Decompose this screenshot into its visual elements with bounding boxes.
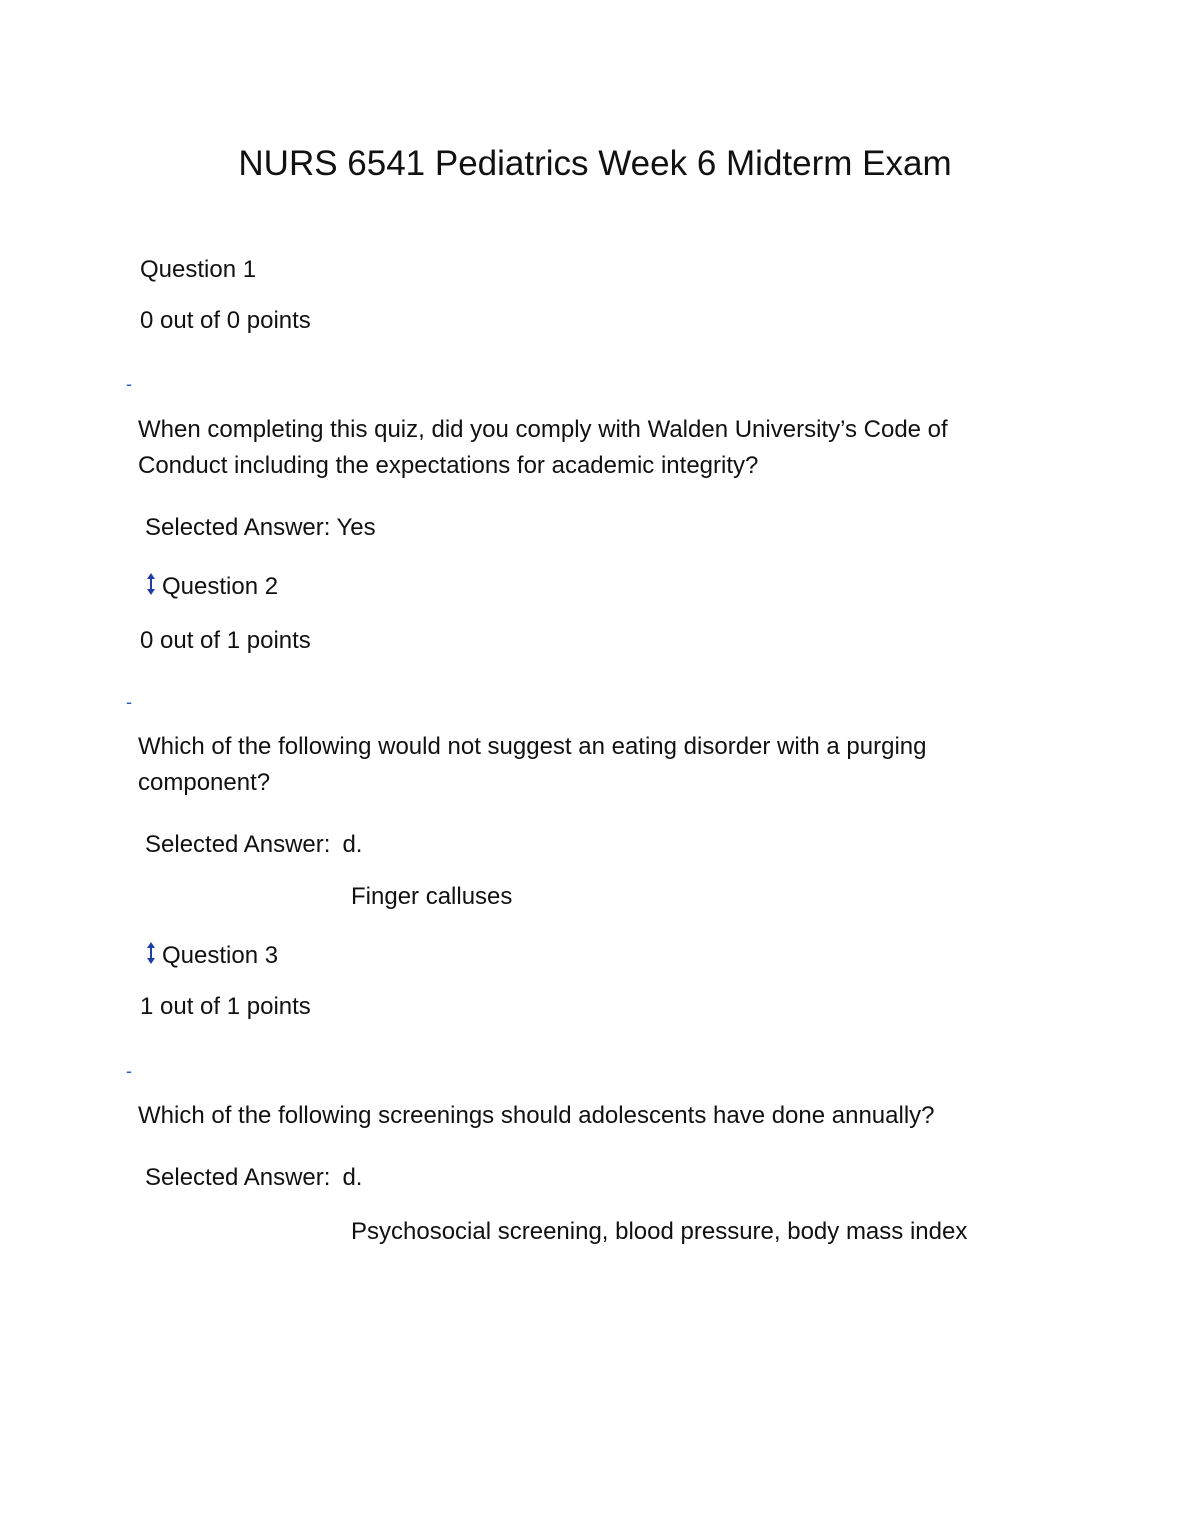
question-2-collapse-toggle[interactable]: - [126, 692, 132, 712]
reorder-arrows-icon[interactable] [146, 572, 156, 596]
selected-answer-label: Selected Answer: [145, 831, 331, 858]
question-2-points: 0 out of 1 points [140, 627, 311, 654]
selected-answer-letter: d. [342, 831, 363, 858]
question-1-collapse-toggle[interactable]: - [126, 374, 132, 394]
question-1-text-line-1: When completing this quiz, did you comply with Walden University’s Code of [138, 416, 948, 443]
selected-answer-value: Yes [336, 514, 376, 541]
selected-answer-label: Selected Answer: [145, 514, 331, 541]
question-3-answer-text: Psychosocial screening, blood pressure, body mass index [351, 1218, 968, 1245]
question-1-text-line-2: Conduct including the expectations for academic integrity? [138, 452, 759, 479]
question-2-label: Question 2 [162, 573, 279, 600]
selected-answer-label: Selected Answer: [145, 1164, 331, 1191]
page-title: NURS 6541 Pediatrics Week 6 Midterm Exam [238, 144, 952, 183]
question-1-label: Question 1 [140, 256, 257, 283]
question-3-selected-answer [145, 1160, 362, 1196]
question-2-text-line-1: Which of the following would not suggest an eating disorder with a purging [138, 733, 927, 760]
selected-answer-letter: d. [342, 1164, 363, 1191]
reorder-arrows-icon[interactable] [146, 941, 156, 965]
question-3-points: 1 out of 1 points [140, 993, 311, 1020]
question-1-selected-answer [145, 510, 376, 546]
question-1-points: 0 out of 0 points [140, 307, 311, 334]
question-3-collapse-toggle[interactable]: - [126, 1061, 132, 1081]
question-2-answer-text: Finger calluses [351, 883, 513, 910]
question-3-label: Question 3 [162, 942, 279, 969]
question-3-text-line-1: Which of the following screenings should adolescents have done annually? [138, 1102, 935, 1129]
question-2-selected-answer [145, 827, 362, 863]
question-2-text-line-2: component? [138, 769, 271, 796]
